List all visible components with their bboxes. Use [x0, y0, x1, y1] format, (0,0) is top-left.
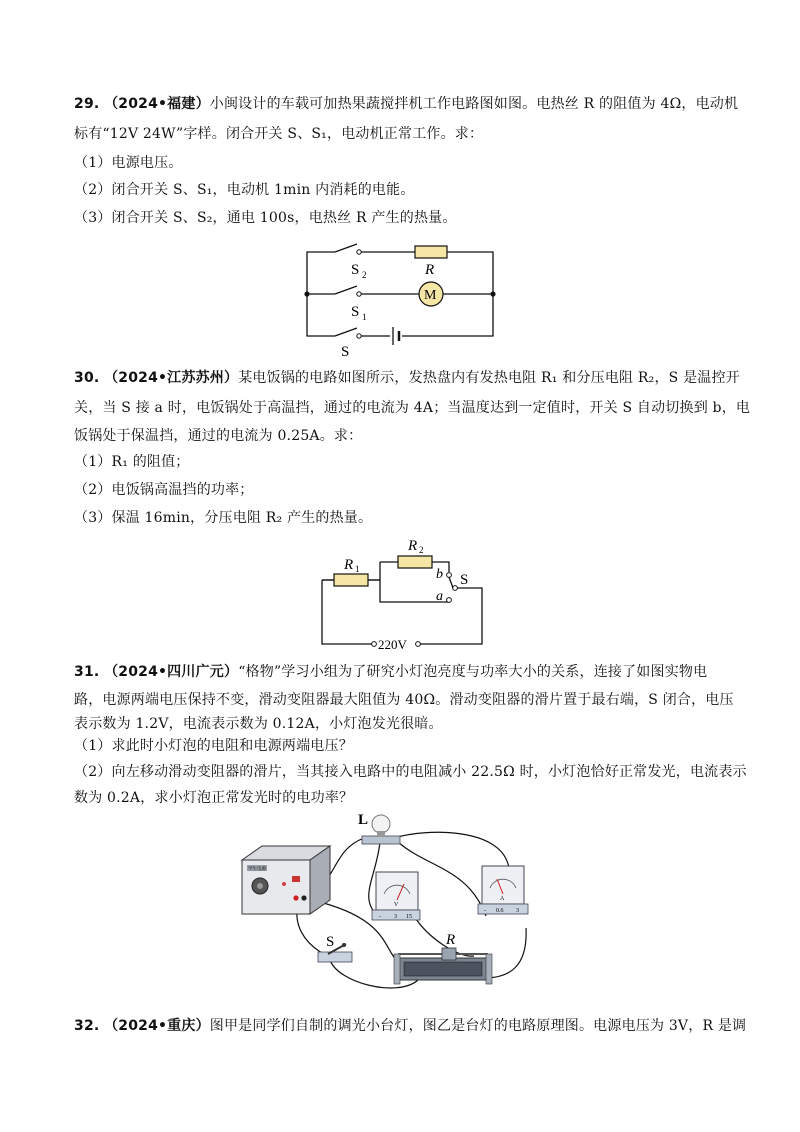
q30-resistor-r2 [398, 556, 432, 568]
q29-source: （2024•福建） [104, 96, 210, 112]
q29-junction-right [490, 291, 495, 296]
q29-number: 29. [74, 96, 100, 112]
q31-psu-indicator [282, 882, 286, 886]
q31-am-term-06: 0.6 [496, 908, 504, 914]
q31-text-2: 路，电源两端电压保持不变，滑动变阻器最大阻值为 40Ω。滑动变阻器的滑片置于最右端，S 闭合，电压 [74, 692, 734, 708]
q29-text-2: 标有“12V 24W”字样。闭合开关 S、S₁，电动机正常工作。求： [74, 126, 484, 142]
q29-label-m: M [424, 288, 437, 303]
q31-text-1: “格物”学习小组为了研究小灯泡亮度与功率大小的关系，连接了如图实物电 [238, 664, 708, 680]
q31-rheostat-r [394, 948, 492, 984]
q29-circuit-diagram [295, 240, 505, 360]
q31-psu-label: 学生电源 [248, 866, 266, 871]
q30-label-r2-sub: 2 [419, 545, 424, 555]
q29-label-s: S [341, 344, 350, 360]
q30-text-1: 某电饭锅的电路如图所示，发热盘内有发热电阻 R₁ 和分压电阻 R₂，S 是温控开 [238, 370, 740, 386]
q32-line-1 [74, 1016, 746, 1036]
q30-label-r2: R [408, 538, 418, 554]
q30-terminal-left [372, 642, 377, 647]
q31-psu-switch [292, 876, 300, 882]
q30-label-220v: 220V [378, 637, 407, 652]
q30-line-1 [74, 368, 740, 388]
q30-label-b: b [436, 567, 443, 582]
q29-label-s2: S [351, 262, 360, 278]
q30-text-2: 关，当 S 接 a 时，电饭锅处于高温挡，通过的电流为 4A；当温度达到一定值时，开关 S 自动切换到 b，电 [74, 400, 751, 416]
q29-part-1: （1）电源电压。 [74, 155, 183, 171]
q29-label-s2-sub: 2 [362, 270, 367, 280]
q32-number: 32. [74, 1018, 100, 1034]
q31-ammeter-symbol: A [500, 896, 505, 902]
q30-label-a: a [436, 589, 443, 604]
q31-vm-term-3: 3 [394, 914, 397, 920]
q31-switch-s [318, 943, 352, 962]
q30-text-3: 饭锅处于保温挡，通过的电流为 0.25A。求： [74, 428, 363, 444]
q30-label-s: S [460, 572, 469, 588]
q31-ammeter [478, 866, 528, 914]
q30-terminal-right [416, 642, 421, 647]
q29-resistor-r [415, 246, 447, 258]
q31-part-1: （1）求此时小灯泡的电阻和电源两端电压？ [74, 738, 353, 754]
q30-label-r1: R [344, 557, 354, 573]
q31-psu-terminal-red [293, 895, 298, 900]
q31-line-1 [74, 662, 707, 682]
q31-psu-terminal-black [301, 895, 306, 900]
q31-physical-circuit [238, 808, 550, 1008]
q31-am-term-neg: - [484, 908, 486, 914]
q30-contact-a [447, 598, 452, 603]
q29-line-1 [74, 94, 738, 114]
q31-rheostat-slider [442, 948, 456, 960]
q30-part-3: （3）保温 16min，分压电阻 R₂ 产生的热量。 [74, 510, 373, 526]
q31-vm-term-neg: - [379, 914, 381, 920]
q31-text-3: 表示数为 1.2V，电流表示数为 0.12A，小灯泡发光很暗。 [74, 716, 443, 732]
q30-switch-s [449, 577, 457, 590]
q31-source: （2024•四川广元） [104, 664, 239, 680]
q30-contact-b [447, 573, 452, 578]
q29-label-r: R [425, 262, 435, 278]
q31-label-l: L [358, 812, 369, 828]
q31-part-3: 数为 0.2A，求小灯泡正常发光时的电功率？ [74, 790, 354, 806]
q31-vm-term-15: 15 [406, 914, 412, 920]
q32-source: （2024•重庆） [104, 1018, 210, 1034]
q31-part-2: （2）向左移动滑动变阻器的滑片，当其接入电路中的电阻减小 22.5Ω 时，小灯泡恰好正常发光，电流表示 [74, 764, 747, 780]
q31-voltmeter-symbol: V [394, 902, 399, 908]
q29-junction-left [304, 291, 309, 296]
q29-text-1: 小闽设计的车载可加热果蔬搅拌机工作电路图如图。电热丝 R 的阻值为 4Ω，电动机 [209, 96, 739, 112]
q29-label-s1: S [351, 304, 360, 320]
q31-voltmeter [372, 872, 420, 920]
q30-part-2: （2）电饭锅高温挡的功率； [74, 482, 254, 498]
q30-part-1: （1）R₁ 的阻值； [74, 454, 190, 470]
q30-label-r1-sub: 1 [355, 564, 360, 574]
q30-resistor-r1 [334, 574, 368, 586]
q29-part-2: （2）闭合开关 S、S₁，电动机 1min 内消耗的电能。 [74, 182, 415, 198]
q31-label-s: S [326, 934, 335, 950]
q32-text-1: 图甲是同学们自制的调光小台灯，图乙是台灯的电路原理图。电源电压为 3V，R 是调 [209, 1018, 747, 1034]
q31-power-supply [242, 846, 330, 914]
q30-source: （2024•江苏苏州） [104, 370, 239, 386]
q31-am-term-3: 3 [516, 908, 519, 914]
q31-number: 31. [74, 664, 100, 680]
q29-part-3: （3）闭合开关 S、S₂，通电 100s，电热丝 R 产生的热量。 [74, 210, 457, 226]
q29-label-s1-sub: 1 [362, 312, 367, 322]
q31-label-r: R [446, 932, 456, 948]
q30-number: 30. [74, 370, 100, 386]
q30-circuit-diagram [310, 532, 500, 656]
